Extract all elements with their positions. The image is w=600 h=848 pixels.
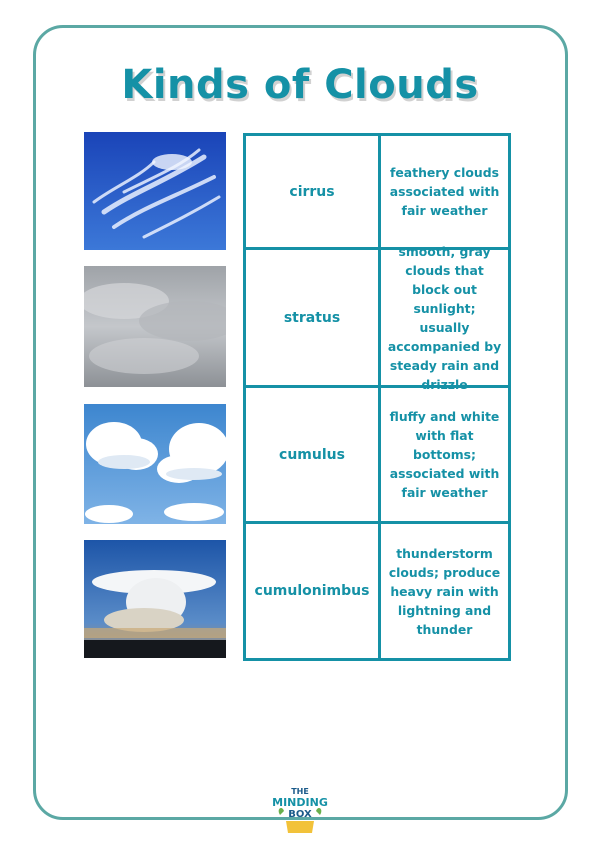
cirrus-photo — [84, 132, 226, 250]
cloud-name-cumulus: cumulus — [246, 388, 381, 524]
cloud-description-cirrus: feathery clouds associated with fair weather — [381, 136, 508, 250]
stratus-photo — [84, 266, 226, 387]
cumulonimbus-photo — [84, 540, 226, 658]
cloud-description-cumulus: fluffy and white with flat bottoms; associated with fair weather — [381, 388, 508, 524]
minding-box-logo: THE MINDING BOX — [272, 787, 328, 835]
cumulus-photo — [84, 404, 226, 524]
cloud-description-stratus: smooth, gray clouds that block out sunlight; usually accompanied by steady rain and drizzle — [381, 250, 508, 388]
cloud-name-cumulonimbus: cumulonimbus — [246, 524, 381, 658]
cloud-description-cumulonimbus: thunderstorm clouds; produce heavy rain with lightning and thunder — [388, 545, 501, 637]
cloud-name-stratus: stratus — [246, 250, 381, 388]
page-title: Kinds of Clouds — [121, 62, 479, 108]
cloud-name-cirrus: cirrus — [246, 136, 381, 250]
cloud-table — [243, 133, 511, 661]
